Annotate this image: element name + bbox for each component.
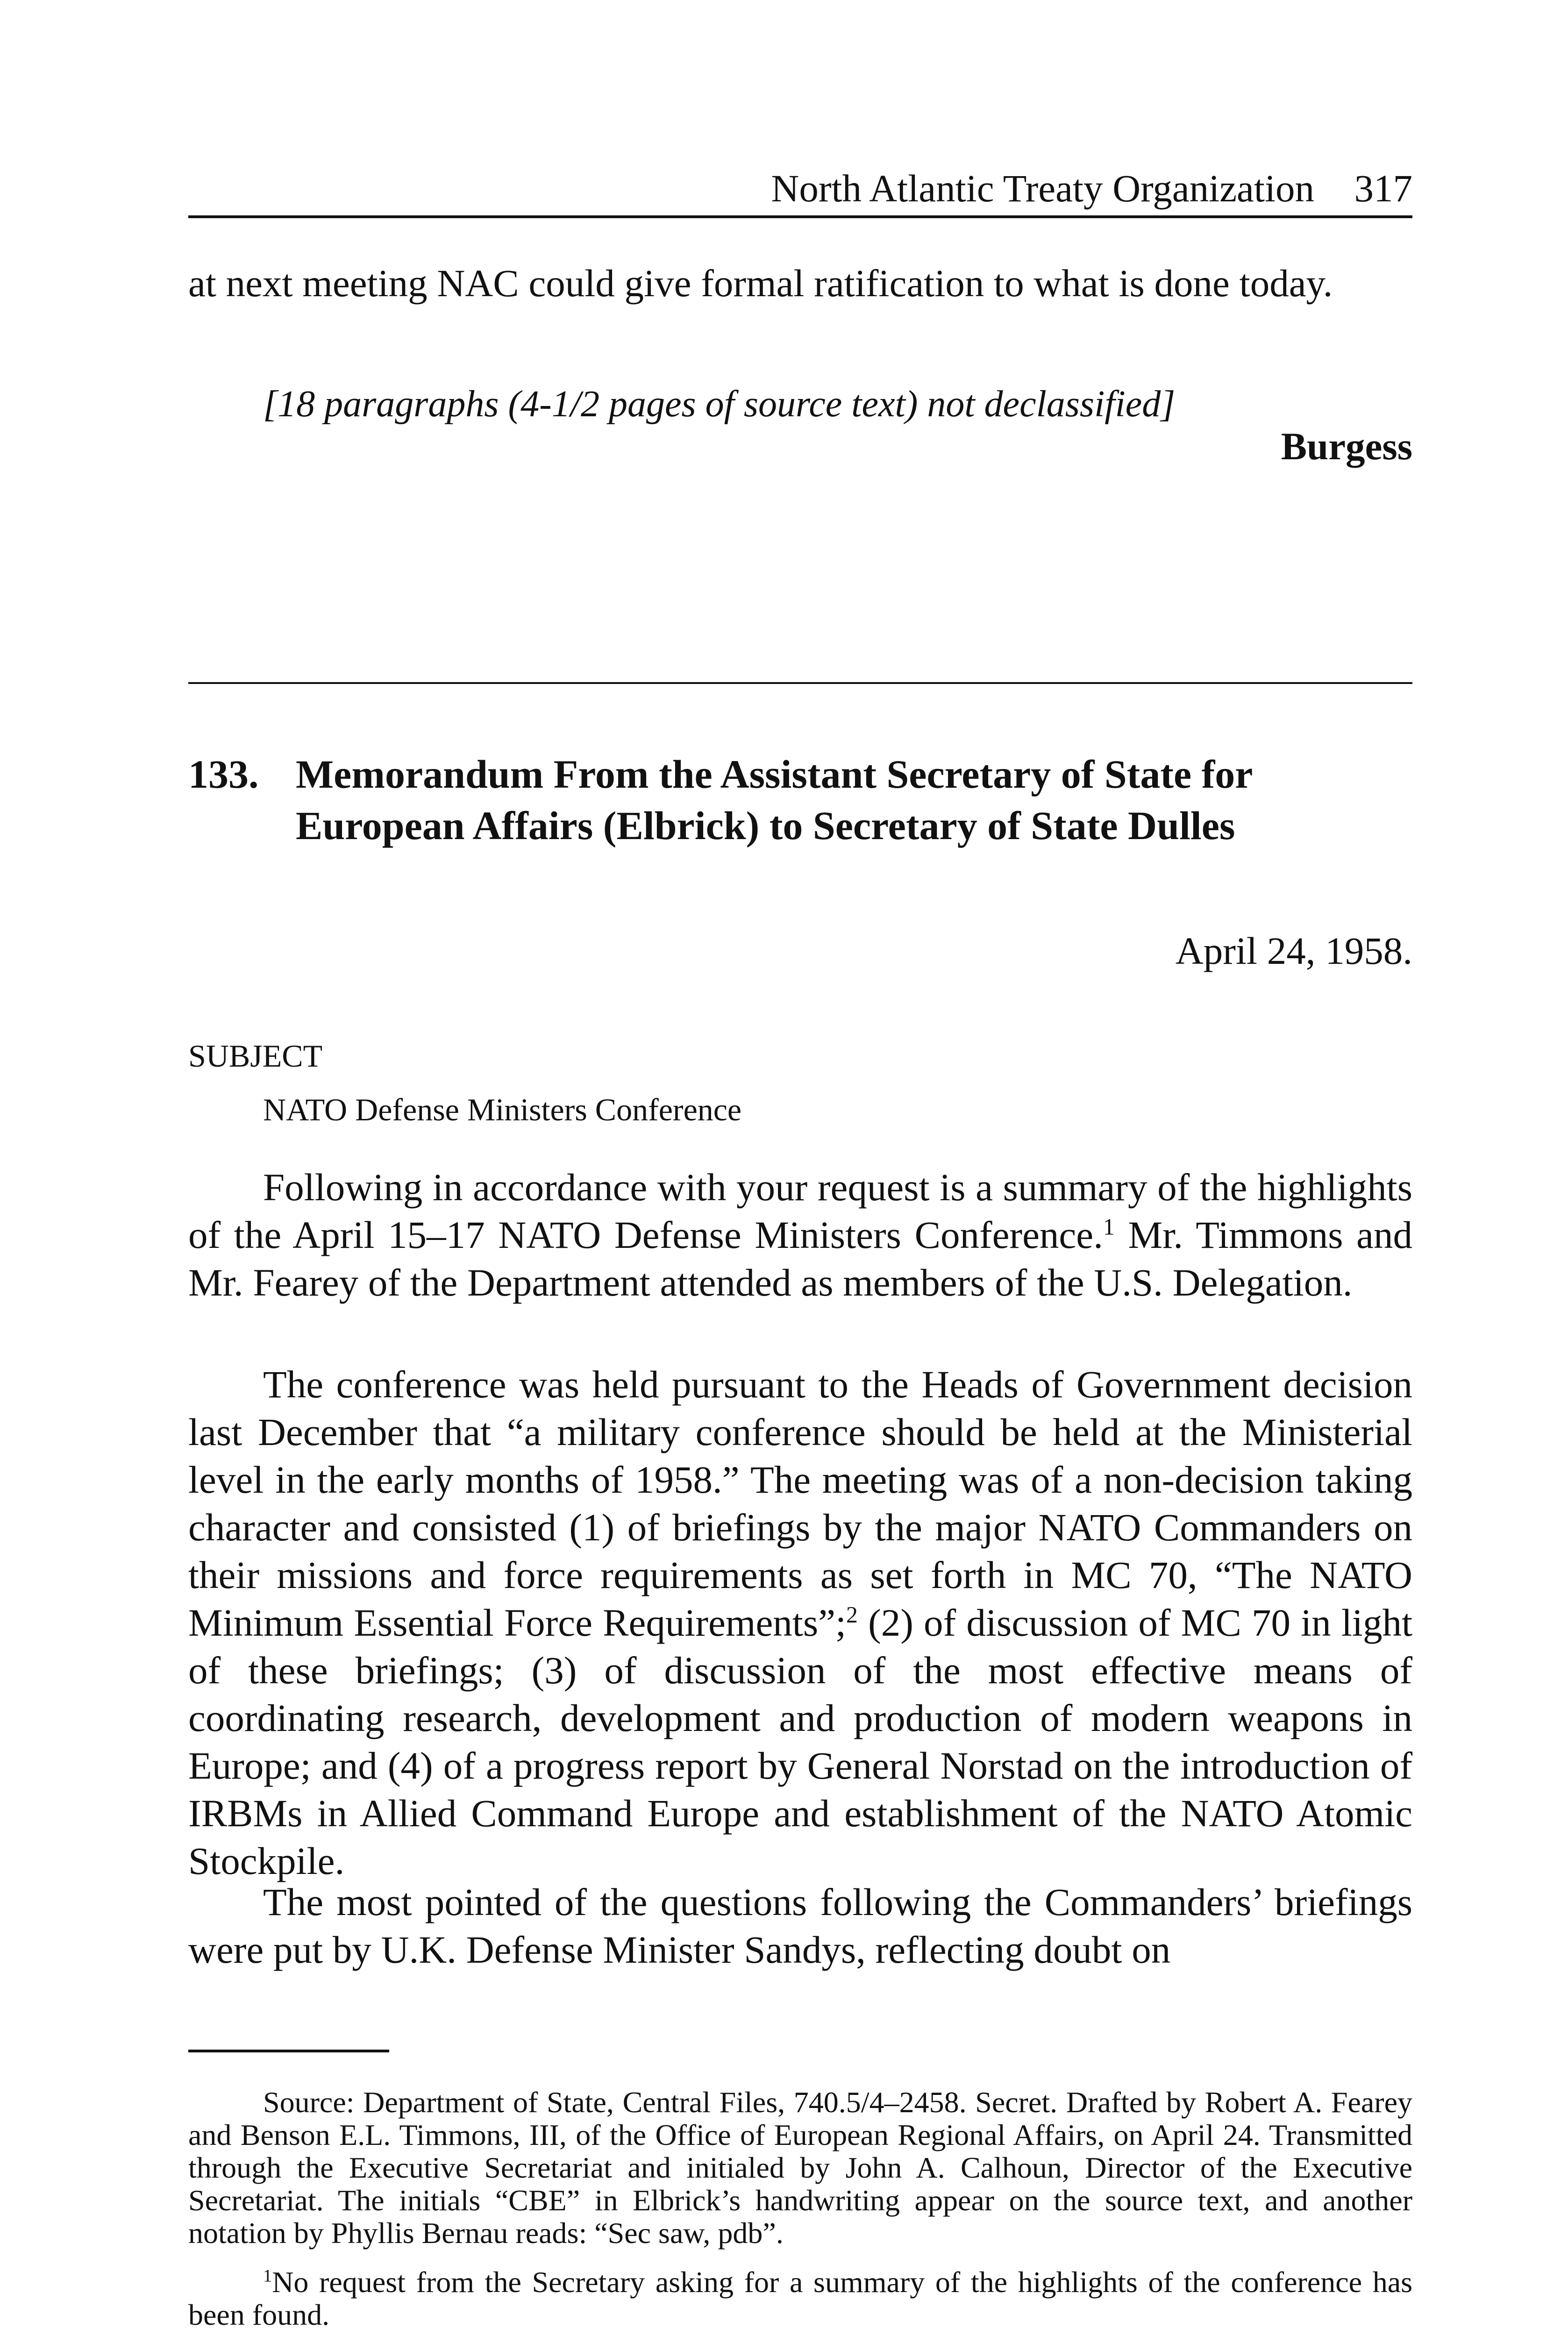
header-rule: [188, 215, 1412, 218]
footnote-ref-1[interactable]: 1: [1103, 1214, 1115, 1240]
footnote-rule: [188, 2050, 389, 2052]
document-title: Memorandum From the Assistant Secretary of State for European Affairs (Elbrick) to Secretary of State Dulles: [296, 752, 1252, 848]
body-paragraph-3: The most pointed of the questions following the Commanders’ briefings were put by U.K. Defense Minister Sandys, reflecting doubt on: [188, 1880, 1412, 1971]
body-paragraph-2: [188, 1360, 1412, 1885]
body-paragraph-1: [188, 1163, 1412, 1306]
source-note: Source: Department of State, Central Files, 740.5/4–2458. Secret. Drafted by Robert A. Fearey and Benson E.L. Timmons, III, of the Office of European Regional Affairs, on April 24. Transmitted through the Executive Secretariat and initialed by John A. Calhoun, Director of the Executive Secretariat. The initials “CBE” in Elbrick’s handwriting appear on the source text, and another notation by Phyllis Bernau reads: “Sec saw, pdb”.: [188, 2086, 1412, 2250]
document-number: 133.: [188, 752, 259, 797]
document-divider: [188, 682, 1412, 684]
carryover-paragraph: at next meeting NAC could give formal ratification to what is done today.: [188, 262, 1333, 305]
document-date: April 24, 1958.: [1175, 929, 1412, 972]
page-number: 317: [1354, 167, 1412, 210]
body-paragraph-2-text-cont: (2) of discussion of MC 70 in light of these briefings; (3) of discussion of the most effective means of coordinating research, development and production of modern weapons in Europe; and (4) of a progress report by General Norstad on the introduction of IRBMs in Allied Command Europe and establishment of the NATO Atomic Stockpile.: [188, 1601, 1413, 1882]
signature: Burgess: [1281, 425, 1412, 468]
footnote-ref-2[interactable]: 2: [846, 1602, 858, 1628]
not-declassified-note: [18 paragraphs (4-1/2 pages of source text) not declassified]: [263, 384, 1176, 425]
subject-label: SUBJECT: [188, 1038, 323, 1074]
body-paragraph-2-text: The conference was held pursuant to the Heads of Government decision last December that “a military conference should be held at the Ministerial level in the early months of 1958.” The meeting was of a non-decision taking character and consisted (1) of briefings by the major NATO Commanders on their missions and force requirements as set forth in MC 70, “The NATO Minimum Essential Force Requirements”;: [188, 1363, 1412, 1644]
footnote-1-text: No request from the Secretary asking for a summary of the highlights of the conference has been found.: [188, 2265, 1412, 2331]
body-paragraph-1-text: Following in accordance with your request is a summary of the highlights of the April 15–17 NATO Defense Ministers Conference.: [188, 1166, 1412, 1256]
footnote-1-mark: 1: [263, 2266, 272, 2286]
running-header: [188, 165, 1412, 212]
body-paragraph-1-text-cont: Mr. Timmons and Mr. Fearey of the Department attended as members of the U.S. Delegation.: [188, 1213, 1412, 1304]
subject-text: NATO Defense Ministers Conference: [263, 1092, 742, 1127]
running-title: North Atlantic Treaty Organization: [771, 167, 1314, 210]
footnote-1: [188, 2266, 1412, 2331]
